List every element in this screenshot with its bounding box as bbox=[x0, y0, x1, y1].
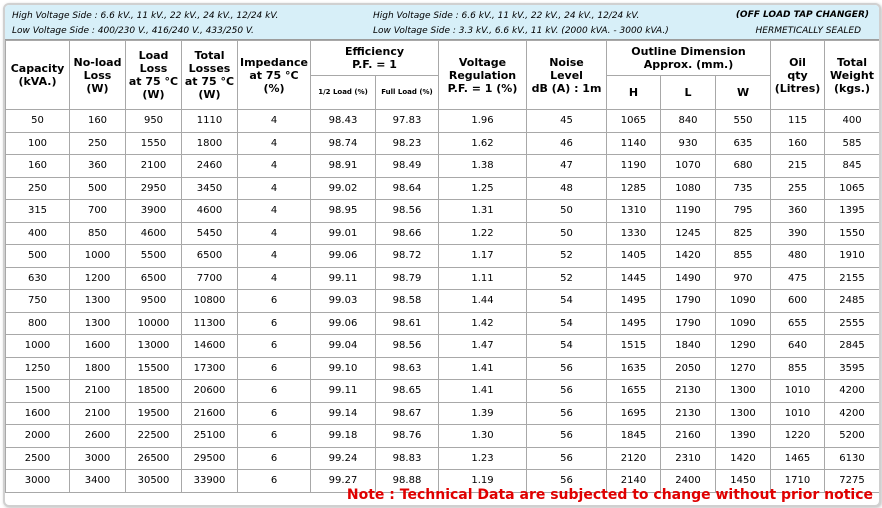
table-cell: 15500 bbox=[126, 357, 182, 380]
table-cell: 680 bbox=[716, 155, 771, 178]
table-cell: 6130 bbox=[825, 447, 880, 470]
table-cell: 1635 bbox=[607, 357, 661, 380]
table-cell: 1840 bbox=[661, 335, 716, 358]
table-cell: 1310 bbox=[607, 200, 661, 223]
table-cell: 98.56 bbox=[376, 335, 439, 358]
header-noise-level: Noise Level dB (A) : 1m bbox=[527, 41, 607, 110]
table-cell: 855 bbox=[716, 245, 771, 268]
table-cell: 6 bbox=[238, 380, 311, 403]
voltage-header bbox=[5, 5, 879, 40]
table-cell: 1070 bbox=[661, 155, 716, 178]
table-cell: 4 bbox=[238, 155, 311, 178]
table-cell: 2555 bbox=[825, 312, 880, 335]
table-cell: 56 bbox=[527, 425, 607, 448]
table-cell: 99.01 bbox=[311, 222, 376, 245]
table-cell: 22500 bbox=[126, 425, 182, 448]
table-cell: 98.88 bbox=[376, 470, 439, 493]
table-cell: 99.27 bbox=[311, 470, 376, 493]
table-cell: 7700 bbox=[182, 267, 238, 290]
header-outline-h: H bbox=[607, 76, 661, 110]
header-efficiency: Efficiency P.F. = 1 bbox=[311, 41, 439, 76]
table-cell: 6 bbox=[238, 290, 311, 313]
table-cell: 2160 bbox=[661, 425, 716, 448]
table-cell: 1495 bbox=[607, 312, 661, 335]
table-cell: 2140 bbox=[607, 470, 661, 493]
table-cell: 845 bbox=[825, 155, 880, 178]
table-cell: 360 bbox=[771, 200, 825, 223]
header-outline-dimension: Outline Dimension Approx. (mm.) bbox=[607, 41, 771, 76]
table-cell: 1300 bbox=[716, 380, 771, 403]
table-cell: 20600 bbox=[182, 380, 238, 403]
table-cell: 52 bbox=[527, 245, 607, 268]
table-cell: 6 bbox=[238, 447, 311, 470]
hv-side-left: High Voltage Side : 6.6 kV., 11 kV., 22 kV., 24 kV., 12/24 kV. bbox=[12, 11, 279, 21]
table-cell: 1220 bbox=[771, 425, 825, 448]
table-cell: 97.83 bbox=[376, 110, 439, 133]
table-cell: 50 bbox=[6, 110, 70, 133]
table-cell: 1110 bbox=[182, 110, 238, 133]
table-cell: 98.23 bbox=[376, 132, 439, 155]
table-cell: 3000 bbox=[6, 470, 70, 493]
table-cell: 1010 bbox=[771, 380, 825, 403]
table-cell: 500 bbox=[6, 245, 70, 268]
table-cell: 1285 bbox=[607, 177, 661, 200]
table-cell: 6 bbox=[238, 335, 311, 358]
table-cell: 400 bbox=[825, 110, 880, 133]
table-cell: 600 bbox=[771, 290, 825, 313]
table-cell: 19500 bbox=[126, 402, 182, 425]
table-cell: 4 bbox=[238, 110, 311, 133]
lv-side-left: Low Voltage Side : 400/230 V., 416/240 V., 433/250 V. bbox=[12, 26, 254, 36]
table-cell: 1695 bbox=[607, 402, 661, 425]
table-cell: 750 bbox=[6, 290, 70, 313]
table-cell: 800 bbox=[6, 312, 70, 335]
table-cell: 6 bbox=[238, 402, 311, 425]
table-cell: 4 bbox=[238, 132, 311, 155]
table-row bbox=[6, 335, 880, 358]
table-cell: 855 bbox=[771, 357, 825, 380]
table-cell: 2120 bbox=[607, 447, 661, 470]
table-row bbox=[6, 267, 880, 290]
table-cell: 2130 bbox=[661, 380, 716, 403]
table-cell: 11300 bbox=[182, 312, 238, 335]
table-cell: 1.38 bbox=[439, 155, 527, 178]
table-cell: 99.02 bbox=[311, 177, 376, 200]
table-cell: 56 bbox=[527, 447, 607, 470]
table-cell: 1845 bbox=[607, 425, 661, 448]
table-cell: 3000 bbox=[70, 447, 126, 470]
table-cell: 26500 bbox=[126, 447, 182, 470]
table-cell: 850 bbox=[70, 222, 126, 245]
table-cell: 4600 bbox=[182, 200, 238, 223]
table-row bbox=[6, 290, 880, 313]
table-cell: 1010 bbox=[771, 402, 825, 425]
table-cell: 2400 bbox=[661, 470, 716, 493]
table-cell: 50 bbox=[527, 222, 607, 245]
table-cell: 2600 bbox=[70, 425, 126, 448]
table-cell: 6500 bbox=[126, 267, 182, 290]
table-cell: 1.41 bbox=[439, 357, 527, 380]
table-cell: 1080 bbox=[661, 177, 716, 200]
table-cell: 1495 bbox=[607, 290, 661, 313]
table-cell: 5500 bbox=[126, 245, 182, 268]
table-cell: 4 bbox=[238, 177, 311, 200]
table-cell: 930 bbox=[661, 132, 716, 155]
table-cell: 99.03 bbox=[311, 290, 376, 313]
table-cell: 115 bbox=[771, 110, 825, 133]
table-cell: 1.19 bbox=[439, 470, 527, 493]
table-cell: 99.06 bbox=[311, 245, 376, 268]
table-cell: 56 bbox=[527, 380, 607, 403]
table-cell: 10800 bbox=[182, 290, 238, 313]
header-outline-w: W bbox=[716, 76, 771, 110]
table-cell: 735 bbox=[716, 177, 771, 200]
table-cell: 1300 bbox=[70, 312, 126, 335]
lv-side-right: Low Voltage Side : 3.3 kV., 6.6 kV., 11 kV. (2000 kVA. - 3000 kVA.) bbox=[373, 26, 669, 36]
table-cell: 3450 bbox=[182, 177, 238, 200]
table-cell: 3400 bbox=[70, 470, 126, 493]
table-cell: 1245 bbox=[661, 222, 716, 245]
hv-side-right: High Voltage Side : 6.6 kV., 11 kV., 22 kV., 24 kV., 12/24 kV. bbox=[373, 11, 640, 21]
table-cell: 215 bbox=[771, 155, 825, 178]
table-cell: 98.63 bbox=[376, 357, 439, 380]
table-cell: 550 bbox=[716, 110, 771, 133]
table-cell: 825 bbox=[716, 222, 771, 245]
spec-table-body bbox=[6, 110, 880, 493]
table-cell: 17300 bbox=[182, 357, 238, 380]
table-cell: 99.24 bbox=[311, 447, 376, 470]
table-cell: 250 bbox=[6, 177, 70, 200]
table-row bbox=[6, 245, 880, 268]
table-cell: 655 bbox=[771, 312, 825, 335]
table-cell: 400 bbox=[6, 222, 70, 245]
table-cell: 1270 bbox=[716, 357, 771, 380]
table-cell: 840 bbox=[661, 110, 716, 133]
table-cell: 54 bbox=[527, 290, 607, 313]
table-cell: 315 bbox=[6, 200, 70, 223]
table-cell: 1515 bbox=[607, 335, 661, 358]
table-cell: 2100 bbox=[126, 155, 182, 178]
table-cell: 1.31 bbox=[439, 200, 527, 223]
header-impedance: Impedance at 75 °C (%) bbox=[238, 41, 311, 110]
table-cell: 2050 bbox=[661, 357, 716, 380]
table-cell: 98.49 bbox=[376, 155, 439, 178]
table-subtitle: HERMETICALLY SEALED bbox=[755, 26, 861, 36]
table-cell: 160 bbox=[70, 110, 126, 133]
table-cell: 475 bbox=[771, 267, 825, 290]
table-cell: 1300 bbox=[70, 290, 126, 313]
table-cell: 4 bbox=[238, 222, 311, 245]
table-cell: 255 bbox=[771, 177, 825, 200]
table-cell: 98.66 bbox=[376, 222, 439, 245]
table-cell: 250 bbox=[70, 132, 126, 155]
table-cell: 1655 bbox=[607, 380, 661, 403]
header-voltage-regulation: Voltage Regulation P.F. = 1 (%) bbox=[439, 41, 527, 110]
header-no-load-loss: No-load Loss (W) bbox=[70, 41, 126, 110]
table-cell: 2845 bbox=[825, 335, 880, 358]
table-cell: 54 bbox=[527, 312, 607, 335]
table-cell: 1.44 bbox=[439, 290, 527, 313]
header-outline-l: L bbox=[661, 76, 716, 110]
table-cell: 1.22 bbox=[439, 222, 527, 245]
table-cell: 1405 bbox=[607, 245, 661, 268]
table-cell: 700 bbox=[70, 200, 126, 223]
table-row bbox=[6, 425, 880, 448]
table-cell: 5200 bbox=[825, 425, 880, 448]
table-cell: 98.43 bbox=[311, 110, 376, 133]
table-cell: 1450 bbox=[716, 470, 771, 493]
table-cell: 48 bbox=[527, 177, 607, 200]
table-row bbox=[6, 447, 880, 470]
table-cell: 1490 bbox=[661, 267, 716, 290]
table-row bbox=[6, 380, 880, 403]
table-cell: 2155 bbox=[825, 267, 880, 290]
table-cell: 1330 bbox=[607, 222, 661, 245]
table-cell: 1190 bbox=[607, 155, 661, 178]
table-cell: 10000 bbox=[126, 312, 182, 335]
table-cell: 2100 bbox=[70, 380, 126, 403]
table-cell: 2000 bbox=[6, 425, 70, 448]
table-cell: 1190 bbox=[661, 200, 716, 223]
table-cell: 1800 bbox=[182, 132, 238, 155]
table-cell: 1500 bbox=[6, 380, 70, 403]
table-cell: 2310 bbox=[661, 447, 716, 470]
table-cell: 99.04 bbox=[311, 335, 376, 358]
table-cell: 21600 bbox=[182, 402, 238, 425]
table-cell: 98.83 bbox=[376, 447, 439, 470]
table-cell: 99.11 bbox=[311, 267, 376, 290]
table-cell: 1.23 bbox=[439, 447, 527, 470]
table-cell: 1000 bbox=[6, 335, 70, 358]
transformer-spec-table bbox=[5, 40, 880, 493]
table-cell: 795 bbox=[716, 200, 771, 223]
table-cell: 3595 bbox=[825, 357, 880, 380]
table-cell: 2485 bbox=[825, 290, 880, 313]
table-cell: 1250 bbox=[6, 357, 70, 380]
table-cell: 25100 bbox=[182, 425, 238, 448]
table-cell: 6 bbox=[238, 470, 311, 493]
table-cell: 54 bbox=[527, 335, 607, 358]
table-cell: 2500 bbox=[6, 447, 70, 470]
table-cell: 1390 bbox=[716, 425, 771, 448]
table-cell: 100 bbox=[6, 132, 70, 155]
table-cell: 1420 bbox=[661, 245, 716, 268]
table-cell: 1420 bbox=[716, 447, 771, 470]
table-cell: 390 bbox=[771, 222, 825, 245]
header-total-losses: Total Losses at 75 °C (W) bbox=[182, 41, 238, 110]
table-cell: 50 bbox=[527, 200, 607, 223]
table-cell: 4200 bbox=[825, 380, 880, 403]
table-cell: 6 bbox=[238, 357, 311, 380]
header-efficiency-full-load: Full Load (%) bbox=[376, 76, 439, 110]
table-cell: 1550 bbox=[126, 132, 182, 155]
table-cell: 98.64 bbox=[376, 177, 439, 200]
table-cell: 1395 bbox=[825, 200, 880, 223]
table-cell: 99.18 bbox=[311, 425, 376, 448]
table-row bbox=[6, 312, 880, 335]
table-cell: 14600 bbox=[182, 335, 238, 358]
header-oil-qty: Oil qty (Litres) bbox=[771, 41, 825, 110]
table-cell: 56 bbox=[527, 402, 607, 425]
table-cell: 99.11 bbox=[311, 380, 376, 403]
table-cell: 56 bbox=[527, 357, 607, 380]
table-cell: 2130 bbox=[661, 402, 716, 425]
table-cell: 46 bbox=[527, 132, 607, 155]
table-cell: 1.62 bbox=[439, 132, 527, 155]
table-cell: 1.11 bbox=[439, 267, 527, 290]
table-row bbox=[6, 155, 880, 178]
table-row bbox=[6, 132, 880, 155]
header-efficiency-half-load: 1/2 Load (%) bbox=[311, 76, 376, 110]
table-cell: 98.67 bbox=[376, 402, 439, 425]
header-capacity: Capacity (kVA.) bbox=[6, 41, 70, 110]
table-title: (OFF LOAD TAP CHANGER) bbox=[735, 10, 869, 20]
table-cell: 1465 bbox=[771, 447, 825, 470]
table-cell: 56 bbox=[527, 470, 607, 493]
table-cell: 1.17 bbox=[439, 245, 527, 268]
table-row bbox=[6, 357, 880, 380]
table-cell: 30500 bbox=[126, 470, 182, 493]
table-cell: 4600 bbox=[126, 222, 182, 245]
table-cell: 1000 bbox=[70, 245, 126, 268]
table-cell: 1550 bbox=[825, 222, 880, 245]
table-cell: 630 bbox=[6, 267, 70, 290]
table-cell: 500 bbox=[70, 177, 126, 200]
table-cell: 9500 bbox=[126, 290, 182, 313]
table-cell: 970 bbox=[716, 267, 771, 290]
spec-sheet bbox=[3, 3, 881, 507]
table-cell: 360 bbox=[70, 155, 126, 178]
table-cell: 2950 bbox=[126, 177, 182, 200]
table-cell: 1710 bbox=[771, 470, 825, 493]
table-cell: 1.30 bbox=[439, 425, 527, 448]
table-cell: 13000 bbox=[126, 335, 182, 358]
table-cell: 33900 bbox=[182, 470, 238, 493]
table-cell: 98.72 bbox=[376, 245, 439, 268]
table-cell: 640 bbox=[771, 335, 825, 358]
table-cell: 950 bbox=[126, 110, 182, 133]
table-cell: 4 bbox=[238, 200, 311, 223]
table-cell: 98.74 bbox=[311, 132, 376, 155]
table-cell: 480 bbox=[771, 245, 825, 268]
table-cell: 1600 bbox=[70, 335, 126, 358]
table-row bbox=[6, 222, 880, 245]
table-cell: 98.65 bbox=[376, 380, 439, 403]
table-row bbox=[6, 200, 880, 223]
table-cell: 98.61 bbox=[376, 312, 439, 335]
table-cell: 4200 bbox=[825, 402, 880, 425]
table-cell: 1790 bbox=[661, 312, 716, 335]
table-cell: 1290 bbox=[716, 335, 771, 358]
table-cell: 1.41 bbox=[439, 380, 527, 403]
table-cell: 7275 bbox=[825, 470, 880, 493]
table-row bbox=[6, 110, 880, 133]
table-cell: 6500 bbox=[182, 245, 238, 268]
table-cell: 52 bbox=[527, 267, 607, 290]
table-cell: 6 bbox=[238, 425, 311, 448]
table-cell: 3900 bbox=[126, 200, 182, 223]
table-cell: 98.95 bbox=[311, 200, 376, 223]
table-cell: 1800 bbox=[70, 357, 126, 380]
table-cell: 1300 bbox=[716, 402, 771, 425]
table-cell: 1.25 bbox=[439, 177, 527, 200]
table-cell: 45 bbox=[527, 110, 607, 133]
table-cell: 47 bbox=[527, 155, 607, 178]
table-cell: 160 bbox=[771, 132, 825, 155]
table-cell: 1140 bbox=[607, 132, 661, 155]
table-cell: 1.47 bbox=[439, 335, 527, 358]
table-cell: 2460 bbox=[182, 155, 238, 178]
table-cell: 98.58 bbox=[376, 290, 439, 313]
table-cell: 98.79 bbox=[376, 267, 439, 290]
table-row bbox=[6, 177, 880, 200]
table-cell: 29500 bbox=[182, 447, 238, 470]
disclaimer-note: Note : Technical Data are subjected to change without prior notice bbox=[346, 487, 873, 503]
table-cell: 98.76 bbox=[376, 425, 439, 448]
table-cell: 4 bbox=[238, 267, 311, 290]
table-cell: 585 bbox=[825, 132, 880, 155]
table-cell: 2100 bbox=[70, 402, 126, 425]
table-cell: 160 bbox=[6, 155, 70, 178]
table-row bbox=[6, 402, 880, 425]
table-cell: 18500 bbox=[126, 380, 182, 403]
table-cell: 1600 bbox=[6, 402, 70, 425]
table-cell: 99.14 bbox=[311, 402, 376, 425]
table-cell: 98.91 bbox=[311, 155, 376, 178]
table-cell: 4 bbox=[238, 245, 311, 268]
table-cell: 1065 bbox=[607, 110, 661, 133]
table-cell: 1.39 bbox=[439, 402, 527, 425]
table-cell: 1.42 bbox=[439, 312, 527, 335]
table-cell: 6 bbox=[238, 312, 311, 335]
table-cell: 1065 bbox=[825, 177, 880, 200]
table-cell: 1790 bbox=[661, 290, 716, 313]
table-cell: 1090 bbox=[716, 290, 771, 313]
table-cell: 1.96 bbox=[439, 110, 527, 133]
table-cell: 1910 bbox=[825, 245, 880, 268]
table-cell: 5450 bbox=[182, 222, 238, 245]
table-cell: 1445 bbox=[607, 267, 661, 290]
table-cell: 99.06 bbox=[311, 312, 376, 335]
table-cell: 98.56 bbox=[376, 200, 439, 223]
table-cell: 1090 bbox=[716, 312, 771, 335]
header-load-loss: Load Loss at 75 °C (W) bbox=[126, 41, 182, 110]
table-cell: 99.10 bbox=[311, 357, 376, 380]
header-total-weight: Total Weight (kgs.) bbox=[825, 41, 880, 110]
table-cell: 1200 bbox=[70, 267, 126, 290]
table-cell: 635 bbox=[716, 132, 771, 155]
